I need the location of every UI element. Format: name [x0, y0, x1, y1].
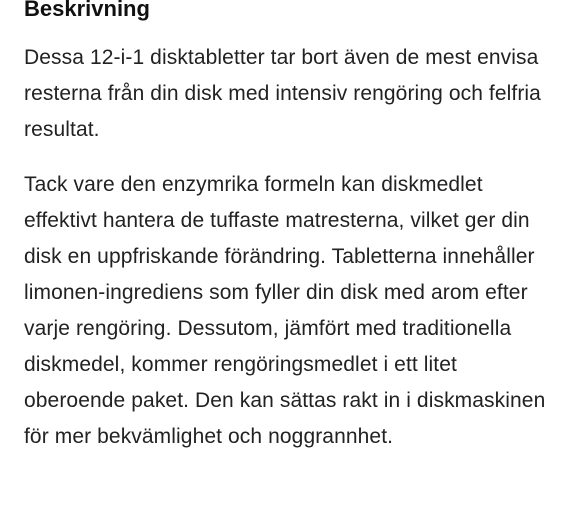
description-heading: Beskrivning: [24, 0, 150, 21]
description-paragraph-2: Tack vare den enzymrika formeln kan diskmedlet effektivt hantera de tuffaste matresterna, vilket ger din disk en uppfriskande förändring. Tabletterna innehåller limonen-ingrediens som fyller din disk med arom efter varje rengöring. Dessutom, jämfört med traditionella diskmedel, kommer rengöringsmedlet i ett litet oberoende paket. Den kan sättas rakt in i diskmaskinen för mer bekvämlighet och noggrannhet.: [24, 173, 546, 448]
description-paragraph-1: Dessa 12-i-1 disktabletter tar bort även de mest envisa resterna från din disk med intensiv rengöring och felfria resultat.: [24, 46, 541, 141]
